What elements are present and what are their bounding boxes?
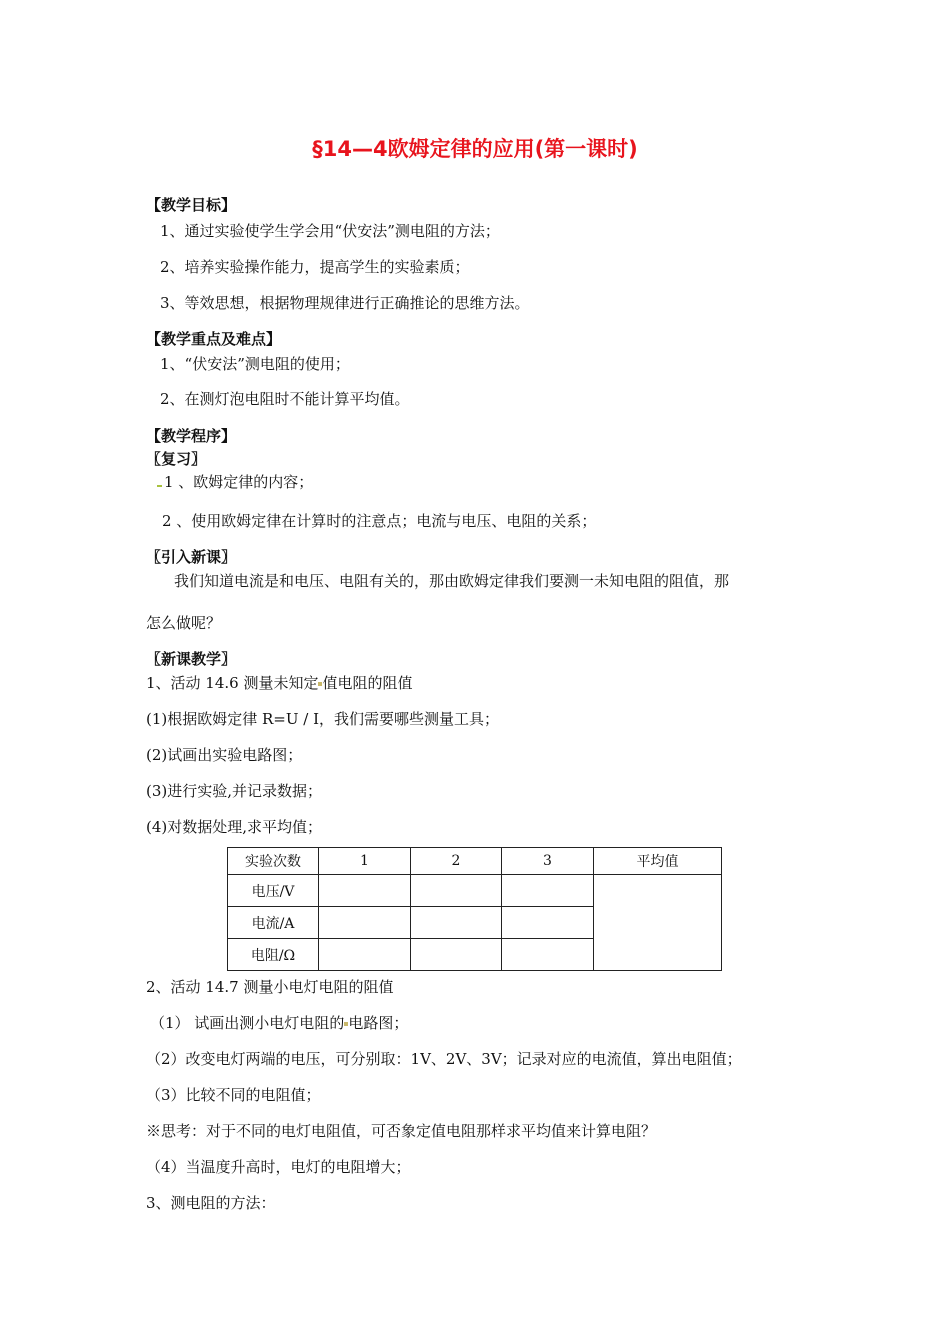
objective-item: 1、通过实验使学生学会用“伏安法”测电阻的方法；	[160, 222, 500, 240]
table-cell	[502, 939, 594, 971]
review-heading: 〖复习〗	[146, 450, 207, 468]
objectives-heading: 【教学目标】	[146, 196, 237, 214]
table-header-row	[228, 848, 722, 875]
table-average-cell	[594, 875, 722, 971]
activity-2-title: 2、活动 14.7 测量小电灯电阻的阻值	[146, 978, 394, 996]
activity-1-step: (1)根据欧姆定律 R=U / I，我们需要哪些测量工具；	[146, 710, 500, 728]
table-cell	[411, 907, 502, 939]
table-row-label: 电流/A	[228, 907, 319, 939]
table-header-cell: 2	[411, 848, 502, 875]
activity-1-step: (4)对数据处理,求平均值；	[146, 818, 323, 836]
edit-mark	[157, 485, 162, 487]
intro-text-line: 怎么做呢？	[146, 614, 222, 632]
intro-text-line: 我们知道电流是和电压、电阻有关的，那由欧姆定律我们要测一未知电阻的阻值，那	[174, 572, 730, 590]
objective-item: 2、培养实验操作能力，提高学生的实验素质；	[160, 258, 470, 276]
table-row-label: 电压/V	[228, 875, 319, 907]
activity-1-step: (3)进行实验,并记录数据；	[146, 782, 323, 800]
review-item: 1 、欧姆定律的内容；	[157, 471, 313, 492]
table-row-label: 电阻/Ω	[228, 939, 319, 971]
page-title: §14—4欧姆定律的应用(第一课时)	[312, 137, 638, 161]
intro-heading: 〖引入新课〗	[146, 548, 237, 566]
table-header-cell: 平均值	[594, 848, 722, 875]
table-cell	[411, 875, 502, 907]
table-cell	[502, 907, 594, 939]
key-point-item: 2、在测灯泡电阻时不能计算平均值。	[160, 390, 410, 408]
key-point-item: 1、“伏安法”测电阻的使用；	[160, 355, 350, 373]
activity-2-step: （1） 试画出测小电灯电阻的 电路图；	[150, 1014, 409, 1032]
activity-1-step: (2)试画出实验电路图；	[146, 746, 303, 764]
review-item: 2 、使用欧姆定律在计算时的注意点；电流与电压、电阻的关系；	[162, 512, 597, 530]
table-cell	[502, 875, 594, 907]
table-header-cell: 3	[502, 848, 594, 875]
activity-1-title: 1、活动 14.6 测量未知定 值电阻的阻值	[146, 674, 413, 692]
table-header-cell: 1	[319, 848, 411, 875]
procedure-heading: 【教学程序】	[146, 427, 237, 445]
objective-item: 3、等效思想，根据物理规律进行正确推论的思维方法。	[160, 294, 530, 312]
table-row	[228, 875, 722, 907]
key-points-heading: 【教学重点及难点】	[146, 330, 282, 348]
think-question: ※思考：对于不同的电灯电阻值，可否象定值电阻那样求平均值来计算电阻？	[146, 1122, 657, 1140]
new-lesson-heading: 〖新课教学〗	[146, 650, 237, 668]
table-cell	[319, 907, 411, 939]
data-table	[227, 847, 722, 971]
table-cell	[319, 875, 411, 907]
table-cell	[411, 939, 502, 971]
section-3-title: 3、测电阻的方法：	[146, 1194, 276, 1212]
activity-2-step: （4）当温度升高时，电灯的电阻增大；	[146, 1158, 411, 1176]
activity-2-step: （2）改变电灯两端的电压，可分别取：1V、2V、3V；记录对应的电流值，算出电阻值；	[146, 1050, 742, 1068]
table-header-cell: 实验次数	[228, 848, 319, 875]
table-cell	[319, 939, 411, 971]
activity-2-step: （3）比较不同的电阻值；	[146, 1086, 321, 1104]
